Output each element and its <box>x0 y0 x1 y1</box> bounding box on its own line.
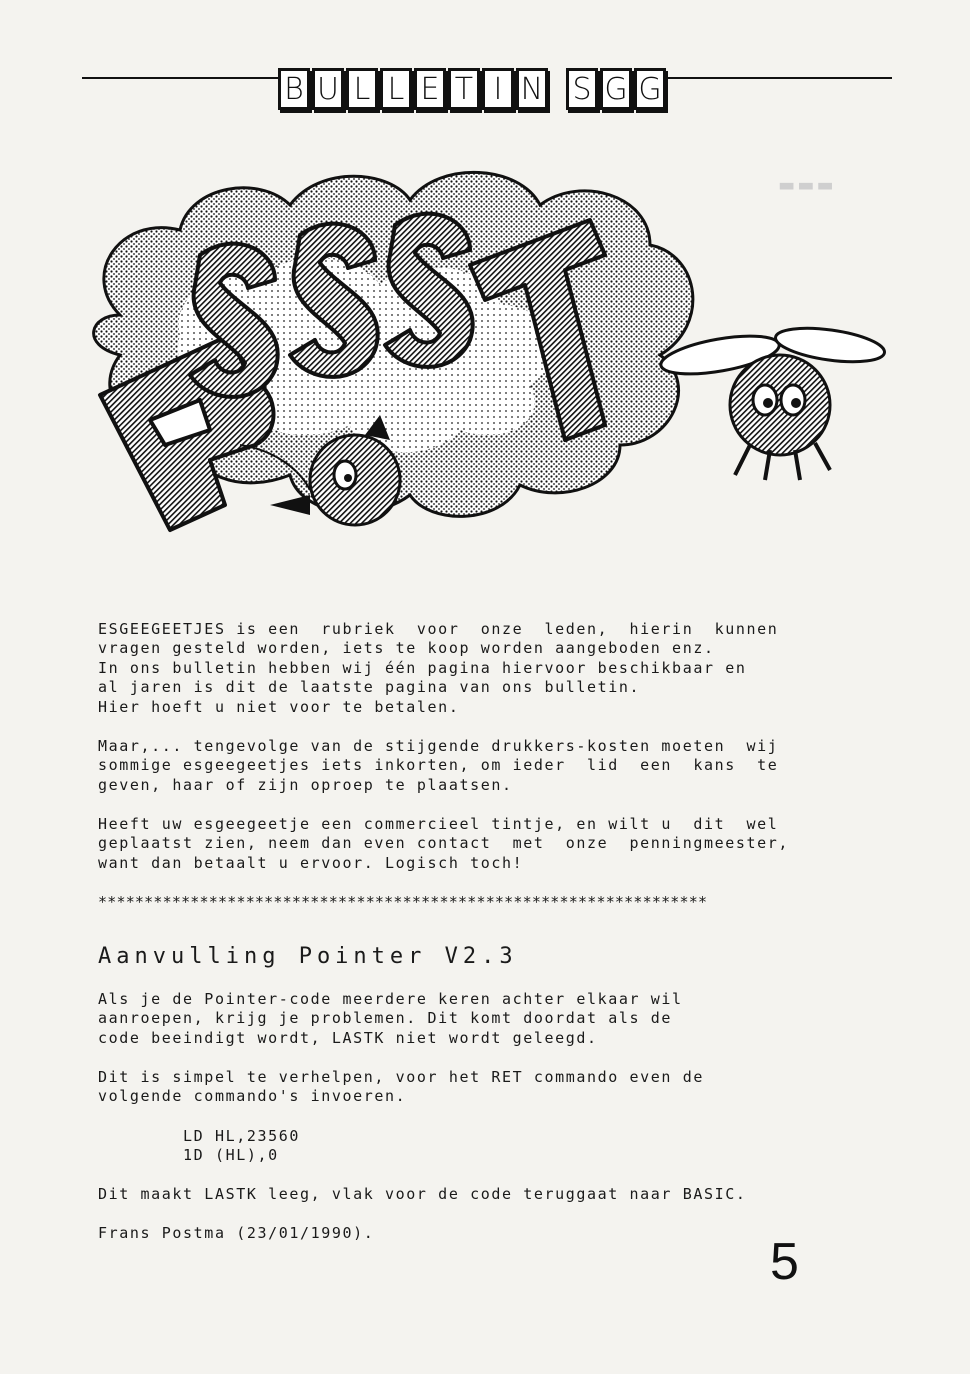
masthead-letter: G <box>634 68 666 110</box>
masthead-letter: S <box>566 68 598 110</box>
masthead-letter: G <box>600 68 632 110</box>
masthead-letter: E <box>414 68 446 110</box>
masthead-letter: I <box>482 68 514 110</box>
pssst-illustration <box>60 145 900 565</box>
article-paragraph-3: Dit maakt LASTK leeg, vlak voor de code teruggaat naar BASIC. <box>98 1185 747 1203</box>
article-title: Aanvulling Pointer V2.3 <box>98 944 518 969</box>
fly-icon <box>658 322 886 480</box>
header-rule-left <box>82 77 278 79</box>
intro-paragraph-3: Heeft uw esgeegeetje een commercieel tintje, en wilt u dit wel geplaatst zien, neem dan even contact met onze penningmeester, want dan betaalt u ervoor. Logisch toch! <box>98 815 789 872</box>
masthead-letter: L <box>346 68 378 110</box>
intro-paragraph-2: Maar,... tengevolge van de stijgende drukkers-kosten moeten wij sommige esgeegeetjes iets inkorten, om ieder lid een kans te geven, haar of zijn oproep te plaatsen. <box>98 737 779 794</box>
masthead-letter: N <box>516 68 548 110</box>
masthead-letter: B <box>278 68 310 110</box>
signature: Frans Postma (23/01/1990). <box>98 1224 375 1242</box>
article-paragraph-1: Als je de Pointer-code meerdere keren achter elkaar wil aanroepen, krijg je problemen. Dit komt doordat als de code beeindigt wordt, LASTK niet wordt geleegd. <box>98 990 683 1047</box>
bleed-through: ▂▂▂ <box>780 165 838 190</box>
page-number: 5 <box>770 1233 799 1291</box>
masthead-letter: U <box>312 68 344 110</box>
code-listing: LD HL,23560 1D (HL),0 <box>183 1127 300 1165</box>
masthead <box>278 68 666 118</box>
masthead-letter: T <box>448 68 480 110</box>
article-paragraph-2: Dit is simpel te verhelpen, voor het RET commando even de volgende commando's invoeren. <box>98 1068 704 1106</box>
header-rule-right <box>666 77 892 79</box>
intro-paragraph-1: ESGEEGEETJES is een rubriek voor onze leden, hierin kunnen vragen gesteld worden, iets te koop worden aangeboden enz. In ons bulletin hebben wij één pagina hiervoor beschikbaar en al jaren is dit de laatste pagina van ons bulletin. Hier hoeft u niet voor te betalen. <box>98 620 779 716</box>
separator: ****************************************************************** <box>98 893 708 911</box>
masthead-letter: L <box>380 68 412 110</box>
